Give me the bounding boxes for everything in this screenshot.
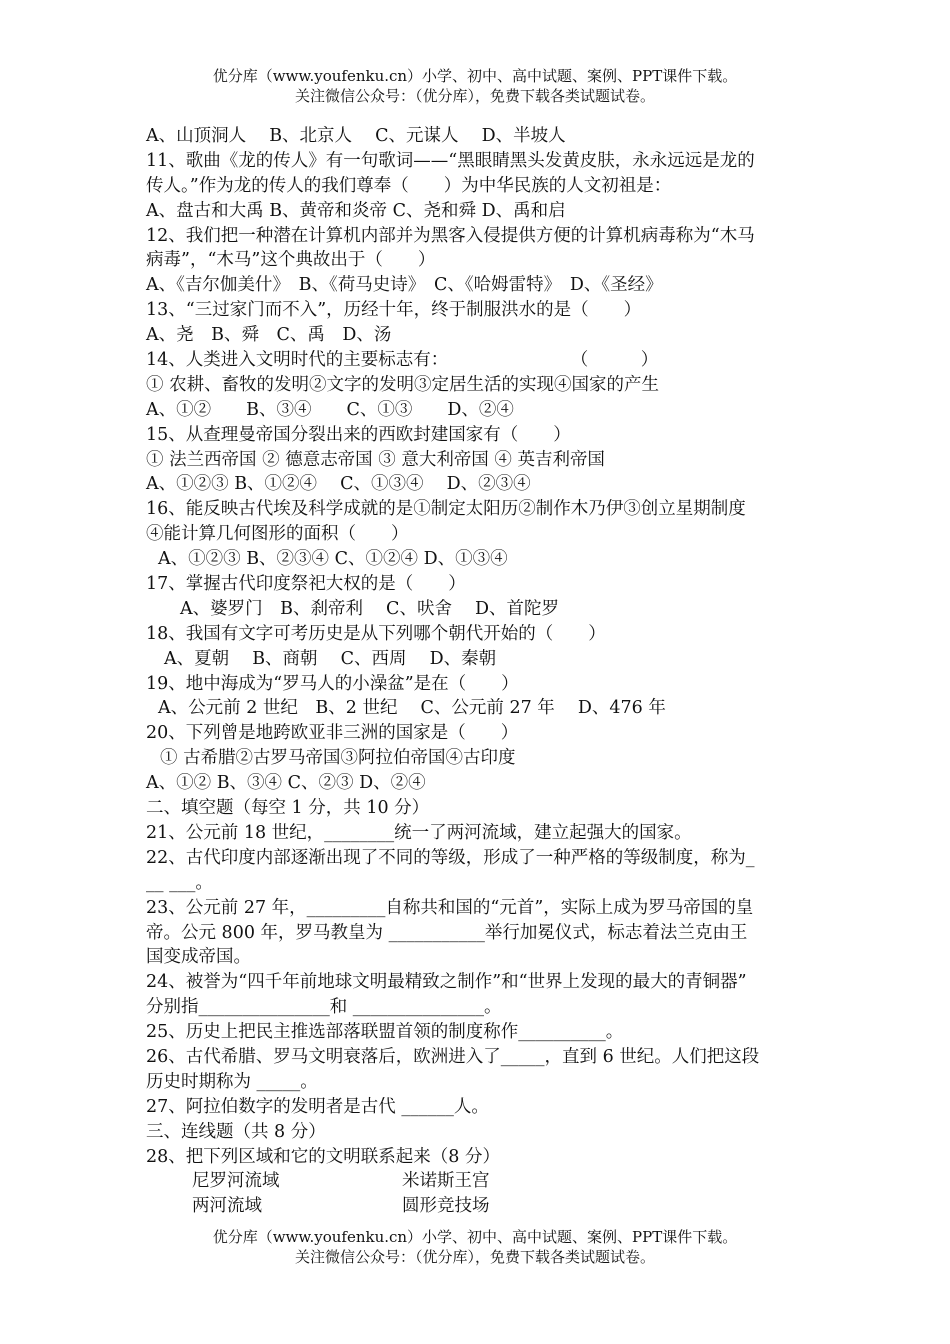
matching-left: 两河流域 bbox=[192, 1196, 262, 1217]
q15-options: A、①②③ B、①②④ C、①③④ D、②③④ bbox=[146, 474, 531, 495]
page-footer bbox=[0, 1227, 950, 1267]
q12-text: 12、我们把一种潜在计算机内部并为黑客入侵提供方便的计算机病毒称为“木马 bbox=[146, 225, 755, 246]
q25-text: 25、历史上把民主推选部落联盟首领的制度称作__________。 bbox=[146, 1022, 624, 1043]
q23-text-cont: 帝。公元 800 年，罗马教皇为 ___________举行加冕仪式，标志着法兰克由王 bbox=[146, 922, 748, 943]
q18-options: A、夏朝 B、商朝 C、西周 D、秦朝 bbox=[164, 648, 497, 669]
header-line-2: 关注微信公众号：（优分库），免费下载各类试题试卷。 bbox=[294, 87, 655, 105]
q28-text: 28、把下列区域和它的文明联系起来（8 分） bbox=[146, 1146, 500, 1167]
q18-text: 18、我国有文字可考历史是从下列哪个朝代开始的（ ） bbox=[146, 623, 606, 644]
q17-text: 17、掌握古代印度祭祀大权的是（ ） bbox=[146, 574, 466, 595]
header-line-1: 优分库（www.youfenku.cn）小学、初中、高中试题、案例、PPT课件下载。 bbox=[212, 67, 738, 85]
q11-text: 11、歌曲《龙的传人》有一句歌词——“黑眼睛黑头发黄皮肤，永永远远是龙的 bbox=[146, 150, 755, 171]
q16-options: A、①②③ B、②③④ C、①②④ D、①③④ bbox=[158, 549, 508, 570]
q13-text: 13、“三过家门而不入”，历经十年，终于制服洪水的是（ ） bbox=[146, 300, 642, 321]
q10-options: A、山顶洞人 B、北京人 C、元谋人 D、半坡人 bbox=[146, 126, 566, 146]
q11-options: A、盘古和大禹 B、黄帝和炎帝 C、尧和舜 D、禹和启 bbox=[146, 200, 566, 221]
q20-items: ① 古希腊②古罗马帝国③阿拉伯帝国④古印度 bbox=[160, 748, 516, 769]
footer-line-2: 关注微信公众号：（优分库），免费下载各类试题试卷。 bbox=[294, 1248, 655, 1266]
q12-text-cont: 病毒”，“木马”这个典故出于（ ） bbox=[146, 250, 436, 271]
q14-items: ① 农耕、畜牧的发明②文字的发明③定居生活的实现④国家的产生 bbox=[146, 374, 660, 395]
q22-text: 22、古代印度内部逐渐出现了不同的等级，形成了一种严格的等级制度，称为_ bbox=[146, 847, 755, 868]
q20-options: A、①② B、③④ C、②③ D、②④ bbox=[146, 773, 426, 794]
q26-text-cont: 历史时期称为 _____。 bbox=[146, 1071, 318, 1092]
q11-text-cont: 传人。”作为龙的传人的我们尊奉（ ）为中华民族的人文初祖是： bbox=[146, 175, 672, 196]
exam-content bbox=[146, 124, 811, 1219]
footer-line-1: 优分库（www.youfenku.cn）小学、初中、高中试题、案例、PPT课件下载。 bbox=[212, 1228, 738, 1246]
matching-row bbox=[146, 1169, 811, 1194]
q24-text: 24、被誉为“四千年前地球文明最精致之制作”和“世界上发现的最大的青铜器” bbox=[146, 972, 747, 993]
q22-text-cont: __ ___。 bbox=[146, 872, 213, 893]
q17-options: A、婆罗门 B、刹帝利 C、吠舍 D、首陀罗 bbox=[180, 598, 560, 619]
q19-text: 19、地中海成为“罗马人的小澡盆”是在（ ） bbox=[146, 673, 519, 694]
q27-text: 27、阿拉伯数字的发明者是古代 ______人。 bbox=[146, 1096, 489, 1117]
matching-left: 尼罗河流域 bbox=[192, 1171, 280, 1192]
q14-options: A、①② B、③④ C、①③ D、②④ bbox=[146, 399, 514, 420]
q16-text-cont: ④能计算几何图形的面积（ ） bbox=[146, 524, 409, 545]
q21-text: 21、公元前 18 世纪，________统一了两河流域，建立起强大的国家。 bbox=[146, 822, 692, 843]
section-3-heading: 三、连线题（共 8 分） bbox=[146, 1121, 326, 1142]
q23-text: 23、公元前 27 年，_________自称共和国的“元首”，实际上成为罗马帝国的皇 bbox=[146, 897, 754, 918]
page-header bbox=[0, 66, 950, 106]
q16-text: 16、能反映古代埃及科学成就的是①制定太阳历②制作木乃伊③创立星期制度 bbox=[146, 499, 746, 520]
q26-text: 26、古代希腊、罗马文明衰落后，欧洲进入了_____，直到 6 世纪。人们把这段 bbox=[146, 1046, 760, 1067]
q23-text-end: 国变成帝国。 bbox=[146, 947, 251, 968]
q13-options: A、尧 B、舜 C、禹 D、汤 bbox=[146, 325, 392, 346]
q20-text: 20、下列曾是地跨欧亚非三洲的国家是（ ） bbox=[146, 723, 519, 744]
q15-items: ① 法兰西帝国 ② 德意志帝国 ③ 意大利帝国 ④ 英吉利帝国 bbox=[146, 449, 605, 470]
q14-text: 14、人类进入文明时代的主要标志有： （ ） bbox=[146, 350, 659, 371]
q12-options: A、《吉尔伽美什》 B、《荷马史诗》 C、《哈姆雷特》 D、《圣经》 bbox=[146, 275, 663, 296]
section-2-heading: 二、填空题（每空 1 分，共 10 分） bbox=[146, 798, 430, 819]
q15-text: 15、从查理曼帝国分裂出来的西欧封建国家有（ ） bbox=[146, 424, 571, 445]
matching-row bbox=[146, 1194, 811, 1219]
matching-right: 圆形竞技场 bbox=[402, 1196, 490, 1217]
q24-text-cont: 分别指_______________和 _______________。 bbox=[146, 997, 502, 1018]
q19-options: A、公元前 2 世纪 B、2 世纪 C、公元前 27 年 D、476 年 bbox=[158, 698, 666, 719]
matching-right: 米诺斯王宫 bbox=[402, 1171, 490, 1192]
